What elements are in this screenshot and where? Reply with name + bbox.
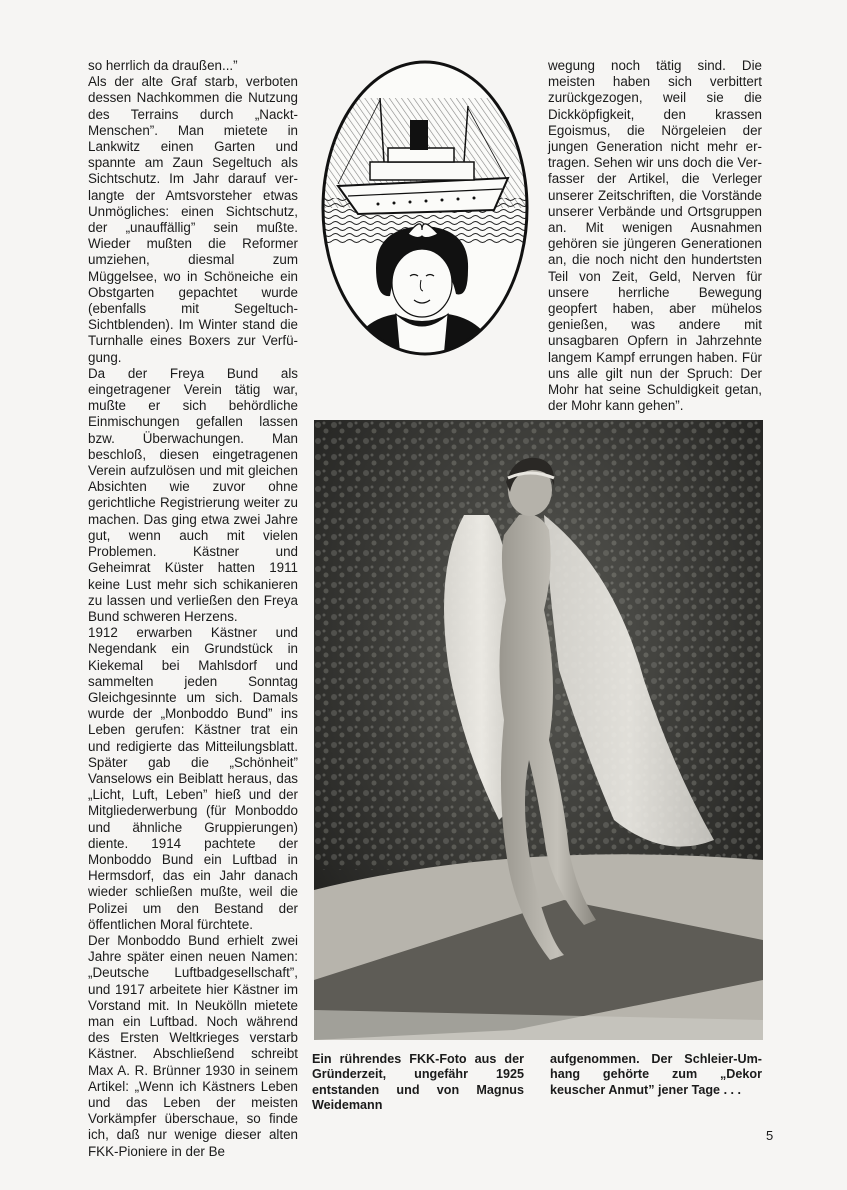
photograph — [314, 420, 763, 1040]
steamship-woman-icon — [318, 58, 532, 358]
photo-caption-left: Ein rührendes FKK-Foto aus der Gründerzeit, ungefähr 1925 entstanden und von Magnus Weidemann — [312, 1052, 524, 1113]
paragraph: wegung noch tätig sind. Die meisten haben sich verbittert zurückgezogen, weil sie die Dickköpfigkeit, den krassen Egoismus, die Nörgeleien der jungen Generation nicht mehr ertragen. Sehen wir uns doch die Verfasser der Artikel, die Verleger unserer Zeitschriften, die Vorstände unserer Verbände und Ortsgruppen an. Mit wenigen Ausnahmen gehören sie jüngeren Generationen an, die noch nicht den hundertsten Teil von Zeit, Geld, Nerven für unsere herrliche Bewegung geopfert haben, aber mühelos genießen, was andere mit unsagbaren Opfern in Jahrzehnte langem Kampf errungen haben. Für uns alle gilt nun der Spruch: Der Mohr hat seine Schuldigkeit getan, der Mohr kann gehen”. — [548, 58, 762, 414]
oval-vignette-illustration — [318, 58, 532, 358]
paragraph: Der Monboddo Bund erhielt zwei Jahre später einen neuen Namen: „Deutsche Luftbadgesellschaft”, und 1917 arbeitete hier Kästner im Vorstand mit. In Neukölln mietete man ein Luftbad. Noch während des Ersten Weltkrieges verstarb Kästner. Abschließend schreibt Max A. R. Brünner 1930 in seinem Artikel: „Wenn ich Kästners Leben und das Leben der meisten Vorkämpfer überschaue, so finde ich, daß nur wenige dieser alten FKK-Pioniere in der Be — [88, 932, 298, 1159]
photo-caption-right: aufgenommen. Der Schleier-Umhang gehörte zum „Dekor keuscher Anmut” jener Tage . . . — [550, 1052, 762, 1097]
left-text-column — [88, 58, 298, 1160]
paragraph: 1912 erwarben Kästner und Negendank ein Grundstück in Kiekemal bei Mahlsdorf und sammelten jeden Sonntag Gleichgesinnte um sich. Damals wurde der „Monboddo Bund” ins Leben gerufen: Kästner trat ein und redigierte das Mitteilungsblatt. Später gab die „Schönheit” Vanselows ein Beiblatt heraus, das „Licht, Luft, Leben” hieß und der Mitgliederwerbung (für Monboddo und ähnliche Gruppierungen) diente. 1914 pachtete der Monboddo Bund ein Luftbad in Hermsdorf, das ein Jahr danach wieder schließen mußte, weil die Polizei um den Bestand der öffentlichen Moral fürchtete. — [88, 625, 298, 932]
right-text-column — [548, 58, 762, 414]
paragraph: so herrlich da draußen...” — [88, 58, 238, 73]
page-number: 5 — [766, 1128, 774, 1143]
photograph-image — [314, 420, 763, 1040]
paragraph: Als der alte Graf starb, verboten dessen Nachkommen die Nutzung des Terrains durch „Nackt-Menschen”. Man mietete in Lankwitz einen Garten und spannte am Zaun Segeltuch als Sichtschutz. Im Jahr darauf verlangte der Amtsvorsteher etwas Unmögliches: einen Sichtschutz, der „unauffällig” sein mußte. Wieder mußten die Reformer umziehen, diesmal zum Müggelsee, wo in Schöneiche ein Obstgarten gepachtet wurde (ebenfalls mit Segeltuch-Sichtblenden). Im Winter stand die Turnhalle eines Boxers zur Verfügung. — [88, 74, 298, 365]
paragraph: Da der Freya Bund als eingetragener Verein tätig war, mußte er sich behördliche Einmischungen gefallen lassen bzw. Überwachungen. Man beschloß, diesen eingetragenen Verein aufzulösen und mit gleichen Absichten wie zuvor ohne gerichtliche Registrierung weiter zu machen. Das ging etwa zwei Jahre gut, wenn auch mit vielen Problemen. Kästner und Geheimrat Küster hatten 1911 keine Lust mehr sich schikanieren zu lassen und verließen den Freya Bund schweren Herzens. — [88, 365, 298, 624]
